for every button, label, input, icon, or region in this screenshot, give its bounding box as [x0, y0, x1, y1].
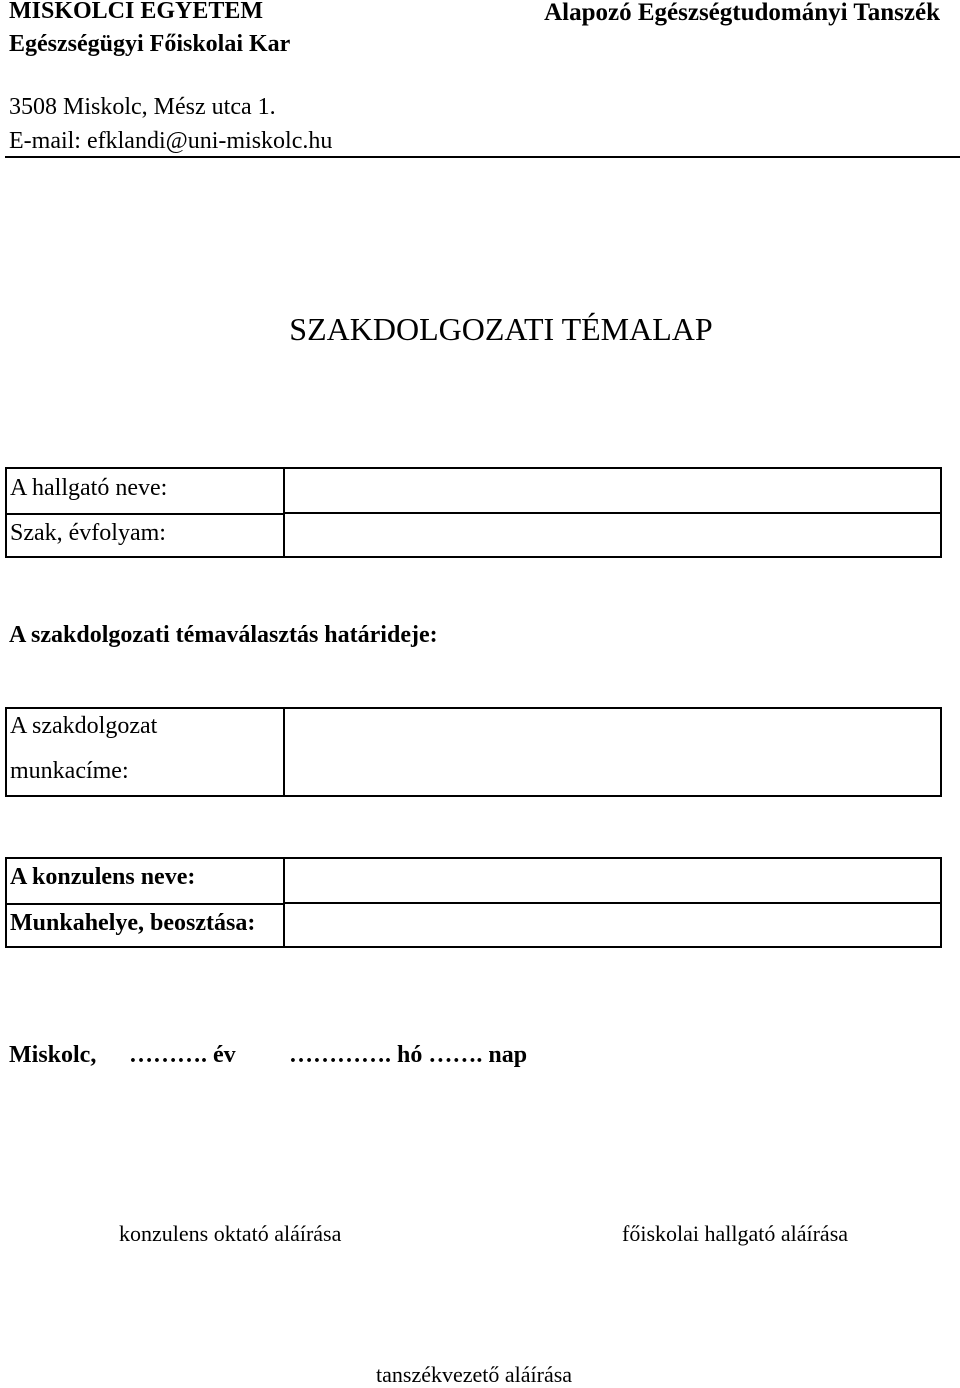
thesis-title-label-cell [7, 709, 285, 795]
address: 3508 Miskolc, Mész utca 1. [9, 94, 276, 120]
thesis-title-value-column [285, 709, 940, 795]
header-divider [5, 156, 960, 158]
consultant-values-column [285, 859, 940, 946]
date-city: Miskolc, [9, 1042, 97, 1068]
major-year-label-cell [7, 513, 283, 557]
consultant-name-label-cell [7, 859, 283, 903]
consultant-signature-label: konzulens oktató aláírása [119, 1221, 342, 1246]
major-year-field[interactable] [285, 512, 940, 557]
consultant-labels-column [7, 859, 285, 946]
student-info-table [5, 467, 942, 558]
date-month-day: …………. hó ……. nap [289, 1042, 528, 1068]
major-year-label: Szak, évfolyam: [10, 519, 166, 546]
university-name: MISKOLCI EGYETEM [9, 0, 264, 24]
student-name-label-cell [7, 469, 283, 513]
thesis-title-label-line2: munkacíme: [10, 758, 129, 784]
department-head-signature-label: tanszékvezető aláírása [376, 1362, 573, 1387]
date-year: ………. év [129, 1042, 236, 1068]
faculty-name: Egészségügyi Főiskolai Kar [9, 31, 291, 57]
student-signature-label: főiskolai hallgató aláírása [622, 1221, 849, 1246]
department-name: Alapozó Egészségtudományi Tanszék [544, 0, 940, 26]
student-name-label: A hallgató neve: [10, 475, 168, 501]
consultant-name-label: A konzulens neve: [10, 864, 196, 890]
student-name-field[interactable] [285, 469, 940, 512]
thesis-title-field[interactable] [285, 709, 940, 795]
thesis-title-table [5, 707, 942, 797]
student-values-column [285, 469, 940, 556]
thesis-title-label-line1: A szakdolgozat [10, 713, 158, 739]
student-labels-column [7, 469, 285, 556]
consultant-name-field[interactable] [285, 859, 940, 902]
workplace-label-cell [7, 903, 283, 947]
workplace-label: Munkahelye, beosztása: [10, 909, 256, 936]
email-address: E-mail: efklandi@uni-miskolc.hu [9, 128, 333, 154]
document-title: SZAKDOLGOZATI TÉMALAP [289, 311, 713, 347]
workplace-field[interactable] [285, 902, 940, 947]
topic-deadline-label: A szakdolgozati témaválasztás határideje: [9, 622, 438, 648]
consultant-info-table [5, 857, 942, 948]
